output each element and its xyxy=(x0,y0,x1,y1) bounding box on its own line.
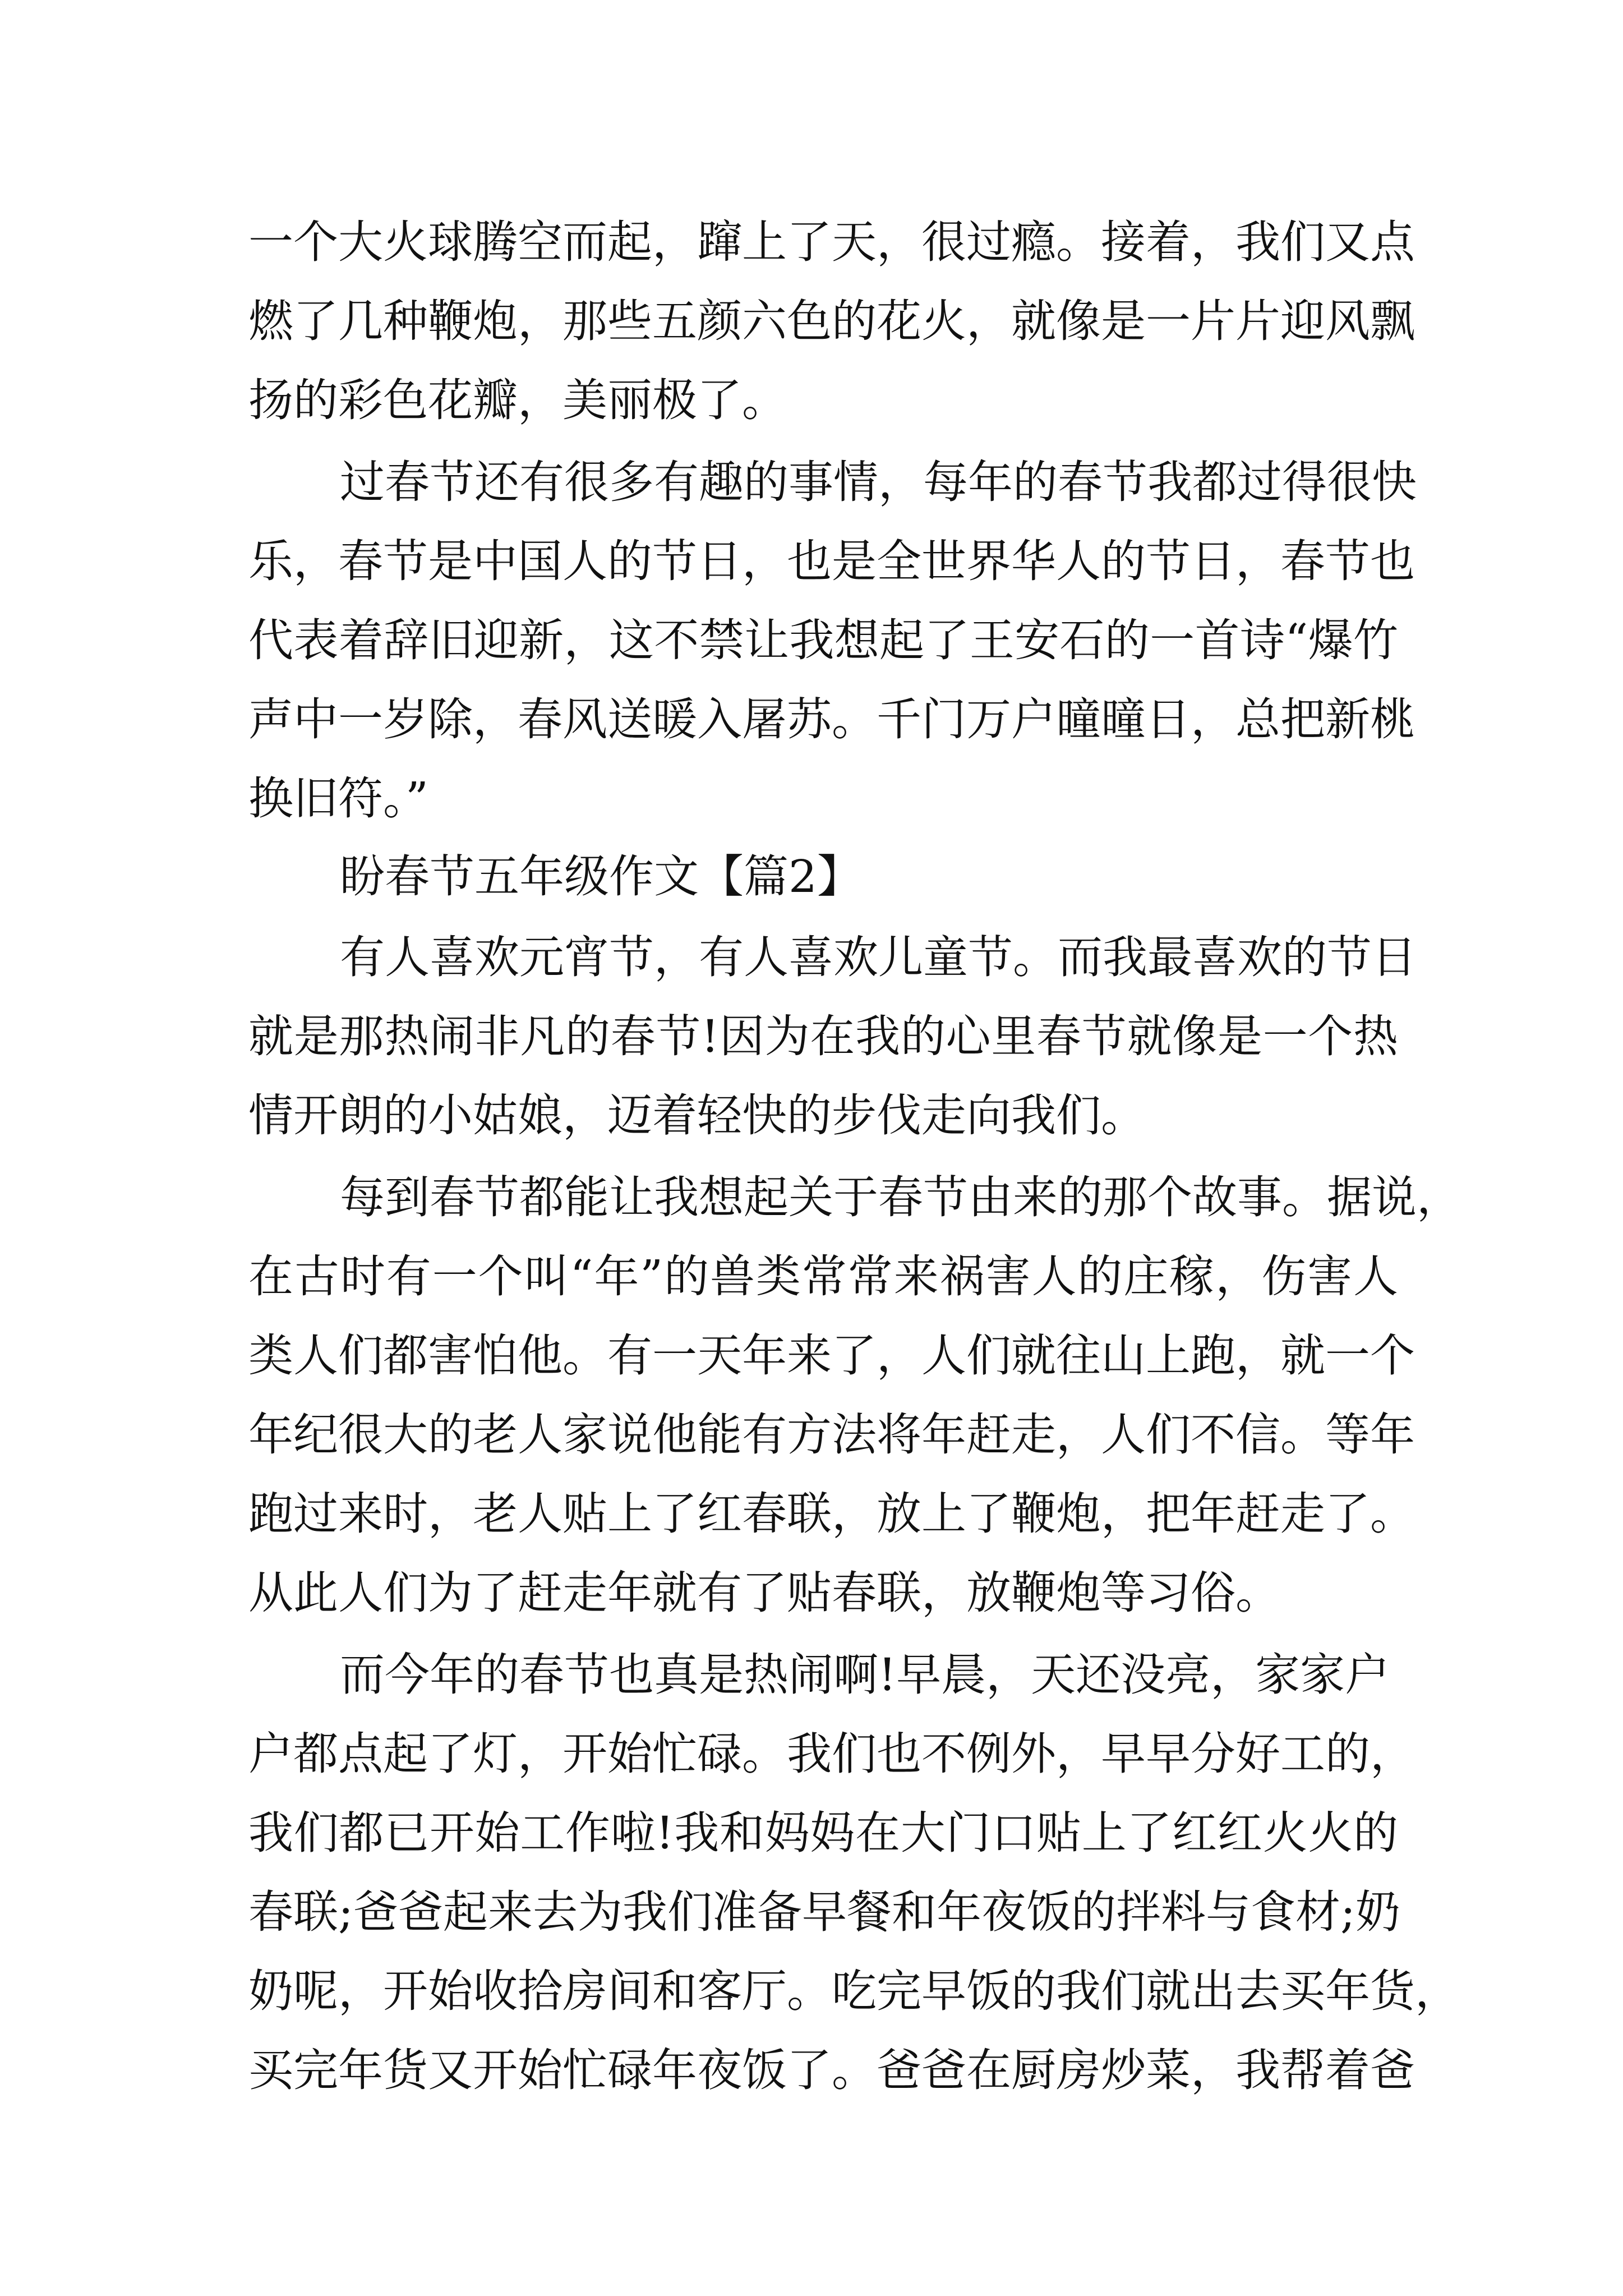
text-line: 户都点起了灯，开始忙碌。我们也不例外，早早分好工的， xyxy=(248,1728,1415,1780)
text-line: 我们都已开始工作啦!我和妈妈在大门口贴上了红红火火的 xyxy=(248,1807,1398,1859)
text-line: 买完年货又开始忙碌年夜饭了。爸爸在厨房炒菜，我帮着爸 xyxy=(248,2044,1415,2096)
section-heading: 盼春节五年级作文【篇2】 xyxy=(340,850,862,903)
text-line: 乐，春节是中国人的节日，也是全世界华人的节日，春节也 xyxy=(248,535,1415,587)
paragraph-first-line: 有人喜欢元宵节，有人喜欢儿童节。而我最喜欢的节日 xyxy=(340,931,1417,983)
text-line: 在古时有一个叫“年”的兽类常常来祸害人的庄稼，伤害人 xyxy=(248,1250,1398,1303)
text-line: 一个大火球腾空而起，蹿上了天，很过瘾。接着，我们又点 xyxy=(248,216,1415,268)
text-line: 奶呢，开始收拾房间和客厅。吃完早饭的我们就出去买年货， xyxy=(248,1965,1460,2017)
text-line: 年纪很大的老人家说他能有方法将年赶走，人们不信。等年 xyxy=(248,1409,1415,1461)
paragraph-first-line: 而今年的春节也真是热闹啊!早晨，天还没亮，家家户 xyxy=(340,1649,1390,1701)
text-line: 换旧符。” xyxy=(248,772,428,825)
text-line: 春联;爸爸起来去为我们准备早餐和年夜饭的拌料与食材;奶 xyxy=(248,1886,1400,1938)
text-line: 声中一岁除，春风送暖入屠苏。千门万户曈曈日，总把新桃 xyxy=(248,693,1415,746)
text-line: 燃了几种鞭炮，那些五颜六色的花火，就像是一片片迎风飘 xyxy=(248,295,1415,347)
text-line: 跑过来时，老人贴上了红春联，放上了鞭炮，把年赶走了。 xyxy=(248,1488,1415,1540)
text-line: 就是那热闹非凡的春节!因为在我的心里春节就像是一个热 xyxy=(248,1010,1398,1062)
text-line: 代表着辞旧迎新，这不禁让我想起了王安石的一首诗“爆竹 xyxy=(248,614,1398,666)
text-line: 情开朗的小姑娘，迈着轻快的步伐走向我们。 xyxy=(248,1089,1146,1142)
paragraph-first-line: 过春节还有很多有趣的事情，每年的春节我都过得很快 xyxy=(340,456,1417,508)
text-line: 扬的彩色花瓣，美丽极了。 xyxy=(248,374,787,426)
text-line: 类人们都害怕他。有一天年来了，人们就往山上跑，就一个 xyxy=(248,1329,1415,1382)
text-line: 从此人们为了赶走年就有了贴春联，放鞭炮等习俗。 xyxy=(248,1567,1280,1619)
paragraph-first-line: 每到春节都能让我想起关于春节由来的那个故事。据说， xyxy=(340,1171,1461,1223)
